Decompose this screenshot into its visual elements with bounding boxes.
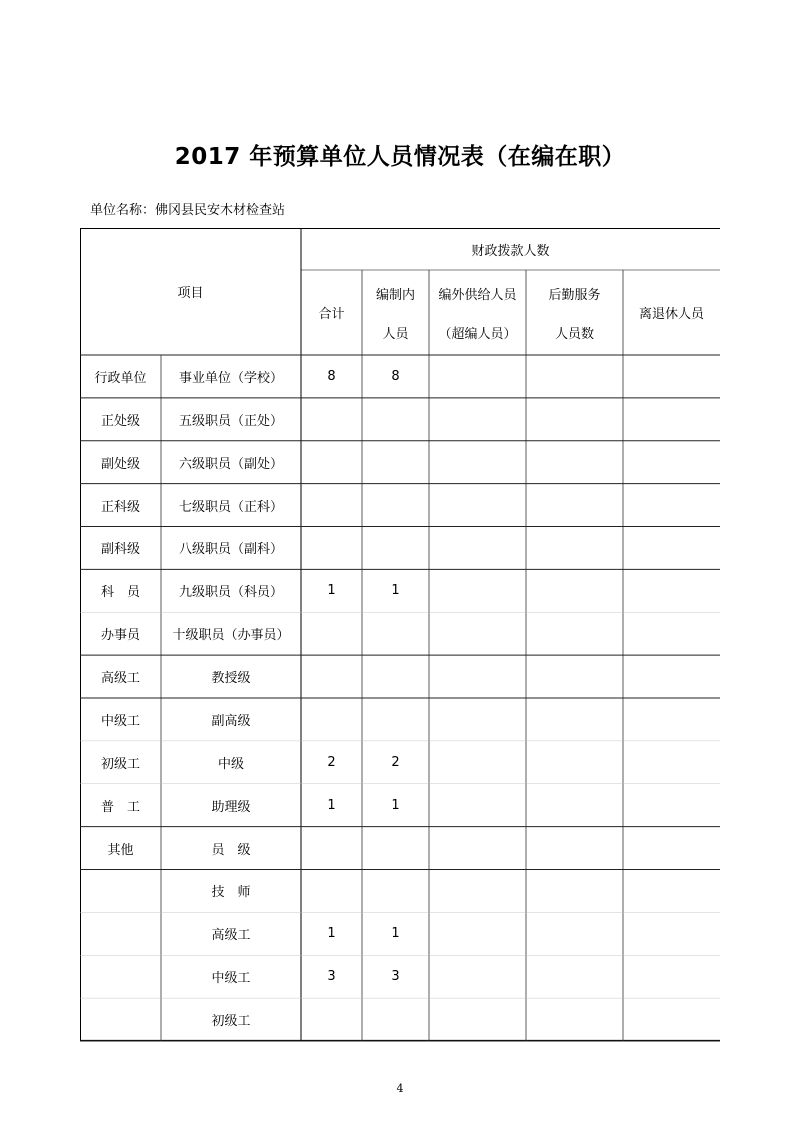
row-institution-rank: 十级职员（办事员） <box>172 628 290 644</box>
row-extra <box>429 955 526 998</box>
header-logistics-line1: 后勤服务 <box>548 288 601 303</box>
header-extra <box>429 284 526 342</box>
row-logistics <box>526 612 623 655</box>
header-retired: 离退休人员 <box>638 307 704 322</box>
row-total <box>301 398 362 441</box>
row-staff: 1 <box>391 926 400 942</box>
row-logistics <box>526 569 623 612</box>
row-total <box>301 484 362 527</box>
row-admin-rank <box>80 912 161 955</box>
row-total <box>301 698 362 741</box>
row-retired <box>623 698 720 741</box>
row-staff <box>362 441 429 484</box>
row-institution-rank: 助理级 <box>211 799 251 815</box>
row-extra <box>429 355 526 398</box>
row-retired <box>623 870 720 913</box>
row-retired <box>623 441 720 484</box>
row-total: 3 <box>327 969 336 985</box>
row-logistics <box>526 955 623 998</box>
row-extra <box>429 441 526 484</box>
row-total <box>301 527 362 570</box>
row-admin-rank: 办事员 <box>100 628 140 644</box>
row-total: 8 <box>327 368 336 384</box>
row-staff <box>362 655 429 698</box>
page-title: 2017 年预算单位人员情况表（在编在职） <box>174 144 626 170</box>
row-admin-rank: 正处级 <box>100 413 140 429</box>
row-total <box>301 655 362 698</box>
row-institution-rank: 员 级 <box>211 842 251 858</box>
row-institution-rank: 副高级 <box>211 713 251 729</box>
row-logistics <box>526 870 623 913</box>
row-admin-rank: 副科级 <box>100 542 140 558</box>
row-extra <box>429 741 526 784</box>
row-staff <box>362 998 429 1041</box>
row-admin-rank: 副处级 <box>100 456 140 472</box>
row-admin-rank: 初级工 <box>100 756 140 772</box>
row-retired <box>623 741 720 784</box>
header-extra-line1: 编外供给人员 <box>438 288 517 303</box>
row-institution-rank: 七级职员（正科） <box>178 499 283 515</box>
row-staff <box>362 398 429 441</box>
row-retired <box>623 484 720 527</box>
row-extra <box>429 484 526 527</box>
header-staff-line2: 人员 <box>382 327 409 342</box>
row-retired <box>623 655 720 698</box>
row-retired <box>623 955 720 998</box>
row-retired <box>623 998 720 1041</box>
row-total <box>301 870 362 913</box>
row-staff: 1 <box>391 583 400 599</box>
row-institution-rank: 中级 <box>217 756 244 772</box>
header-logistics-line2: 人员数 <box>554 327 594 342</box>
row-logistics <box>526 398 623 441</box>
page-number: 4 <box>396 1082 404 1095</box>
row-total <box>301 998 362 1041</box>
row-admin-rank: 正科级 <box>100 499 140 515</box>
row-admin-rank: 普 工 <box>100 799 140 815</box>
row-extra <box>429 870 526 913</box>
row-logistics <box>526 698 623 741</box>
row-total: 1 <box>327 926 336 942</box>
row-extra <box>429 655 526 698</box>
row-logistics <box>526 655 623 698</box>
row-staff: 2 <box>391 754 400 770</box>
row-retired <box>623 912 720 955</box>
header-staff <box>362 284 429 342</box>
row-extra <box>429 698 526 741</box>
row-staff <box>362 612 429 655</box>
row-staff <box>362 870 429 913</box>
row-staff <box>362 698 429 741</box>
row-retired <box>623 355 720 398</box>
row-logistics <box>526 484 623 527</box>
unit-name-label: 单位名称：佛冈县民安木材检查站 <box>90 203 286 218</box>
row-admin-rank: 行政单位 <box>94 370 147 386</box>
row-extra <box>429 784 526 827</box>
row-institution-rank: 高级工 <box>211 928 251 944</box>
row-logistics <box>526 784 623 827</box>
row-total <box>301 612 362 655</box>
row-staff: 8 <box>391 368 400 384</box>
row-institution-rank: 事业单位（学校） <box>178 370 283 386</box>
row-retired <box>623 569 720 612</box>
header-total: 合计 <box>318 307 345 322</box>
row-logistics <box>526 741 623 784</box>
row-retired <box>623 784 720 827</box>
header-group-funding: 财政拨款人数 <box>471 243 550 259</box>
row-staff: 3 <box>391 969 400 985</box>
row-extra <box>429 998 526 1041</box>
row-institution-rank: 八级职员（副科） <box>178 542 283 558</box>
row-staff <box>362 527 429 570</box>
row-retired <box>623 827 720 870</box>
header-extra-line2: （超编人员） <box>438 327 517 342</box>
row-admin-rank <box>80 998 161 1041</box>
row-staff <box>362 484 429 527</box>
row-admin-rank <box>80 955 161 998</box>
row-total: 1 <box>327 797 336 813</box>
row-logistics <box>526 527 623 570</box>
row-logistics <box>526 355 623 398</box>
row-admin-rank <box>80 870 161 913</box>
row-institution-rank: 中级工 <box>211 971 251 987</box>
row-retired <box>623 527 720 570</box>
row-extra <box>429 527 526 570</box>
row-logistics <box>526 998 623 1041</box>
row-institution-rank: 初级工 <box>211 1014 251 1030</box>
row-admin-rank: 其他 <box>107 842 134 858</box>
row-extra <box>429 398 526 441</box>
row-retired <box>623 612 720 655</box>
row-total <box>301 827 362 870</box>
row-institution-rank: 六级职员（副处） <box>178 456 283 472</box>
row-staff: 1 <box>391 797 400 813</box>
row-extra <box>429 827 526 870</box>
row-institution-rank: 技 师 <box>211 885 251 901</box>
row-admin-rank: 中级工 <box>100 713 140 729</box>
row-institution-rank: 五级职员（正处） <box>178 413 283 429</box>
header-logistics <box>526 284 623 342</box>
row-extra <box>429 612 526 655</box>
staff-table <box>80 228 720 1041</box>
row-total <box>301 441 362 484</box>
row-logistics <box>526 441 623 484</box>
row-institution-rank: 教授级 <box>211 671 251 687</box>
row-admin-rank: 科 员 <box>100 585 140 601</box>
row-logistics <box>526 912 623 955</box>
row-total: 2 <box>327 754 336 770</box>
row-admin-rank: 高级工 <box>100 671 140 687</box>
row-logistics <box>526 827 623 870</box>
header-item: 项目 <box>177 286 204 301</box>
row-total: 1 <box>327 583 336 599</box>
row-retired <box>623 398 720 441</box>
row-staff <box>362 827 429 870</box>
row-extra <box>429 569 526 612</box>
row-institution-rank: 九级职员（科员） <box>178 585 283 601</box>
row-extra <box>429 912 526 955</box>
header-staff-line1: 编制内 <box>375 288 415 303</box>
